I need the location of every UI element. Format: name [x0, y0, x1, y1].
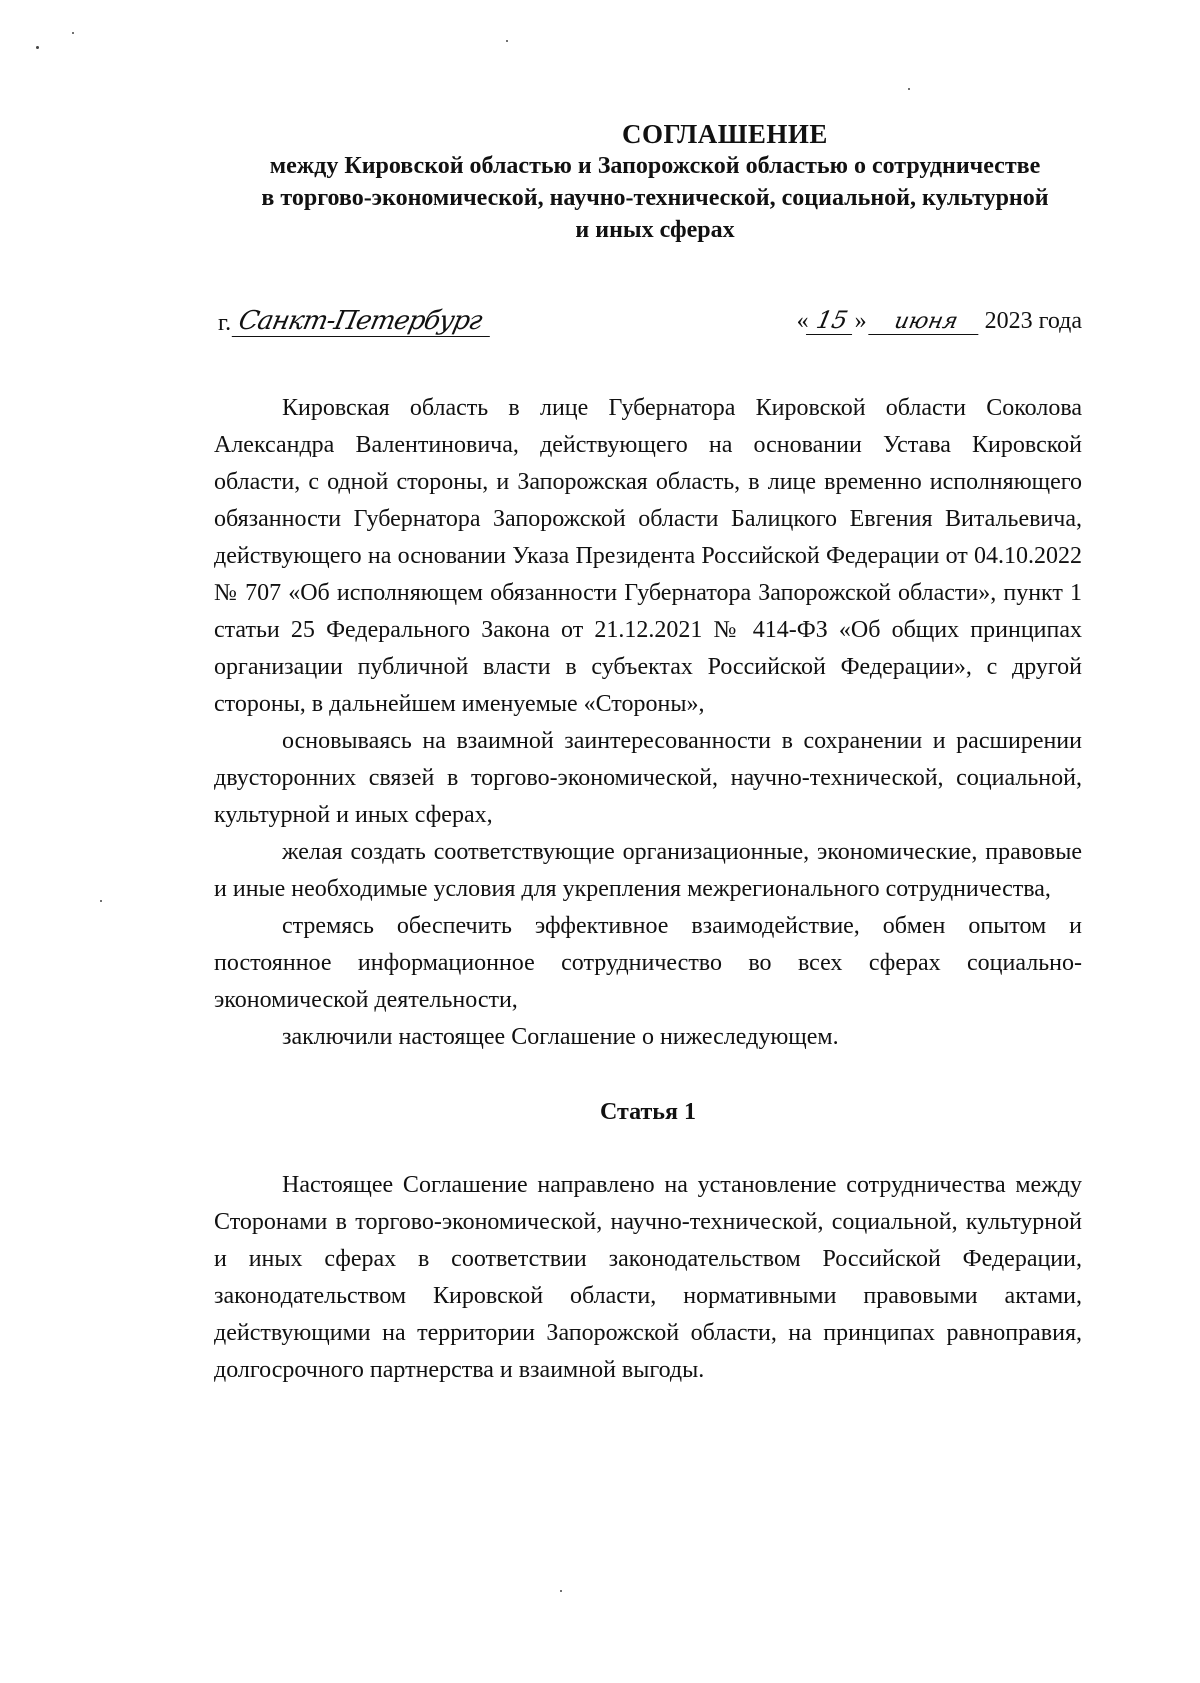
scan-speck — [908, 88, 910, 90]
handwritten-city: Санкт-Петербург — [232, 306, 497, 337]
document-subtitle-line-3: и иных сферах — [575, 217, 735, 243]
date-open-quote: « — [796, 308, 809, 334]
scan-speck — [560, 1590, 562, 1592]
handwritten-day: 15 — [805, 306, 857, 335]
preamble-paragraph: желая создать соответствующие организационные, экономические, правовые и иные необходимые условия для укрепления межрегионального сотрудничества, — [214, 839, 1082, 902]
document-body — [214, 390, 1082, 1389]
document-subtitle-line-2: в торгово-экономической, научно-технической, социальной, культурной — [261, 185, 1049, 211]
preamble-paragraph: основываясь на взаимной заинтересованности в сохранении и расширении двусторонних связей в торгово-экономической, научно-технической, социальной, культурной и иных сферах, — [214, 728, 1082, 828]
scan-speck — [72, 32, 74, 34]
document-subtitle-line-1: между Кировской областью и Запорожской областью о сотрудничестве — [269, 153, 1041, 179]
scan-speck — [36, 46, 39, 49]
article-1-title: Статья 1 — [600, 1099, 696, 1125]
city-prefix: г. — [218, 310, 232, 336]
preamble-paragraph: стремясь обеспечить эффективное взаимодействие, обмен опытом и постоянное информационное сотрудничество во всех сферах социально-экономической деятельности, — [214, 913, 1082, 1013]
place-and-date-line — [218, 298, 1082, 338]
document-header — [220, 118, 1090, 246]
preamble-paragraph: Кировская область в лице Губернатора Кировской области Соколова Александра Валентиновича, действующего на основании Устава Кировской области, с одной стороны, и Запорожская область, в лице временно исполняющего обязанности Губернатора Запорожской области Балицкого Евгения Витальевича, действующего на основании Указа Президента Российской Федерации от 04.10.2022 № 707 «Об исполняющем обязанности Губернатора Запорожской области», пункт 1 статьи 25 Федерального Закона от 21.12.2021 № 414-ФЗ «Об общих принципах организации публичной власти в субъектах Российской Федерации», с другой стороны, в дальнейшем именуемые «Стороны», — [214, 395, 1082, 717]
document-title: СОГЛАШЕНИЕ — [622, 119, 828, 149]
date-close-quote: » — [854, 308, 867, 334]
article-1-text: Настоящее Соглашение направлено на установление сотрудничества между Сторонами в торгово-экономической, научно-технической, социальной, культурной и иных сферах в соответствии законодательством Российской Федерации, законодательством Кировской области, нормативными правовыми актами, действующими на территории Запорожской области, на принципах равноправия, долгосрочного партнерства и взаимной выгоды. — [214, 1172, 1082, 1383]
date-year: 2023 года — [984, 308, 1082, 334]
preamble-paragraph: заключили настоящее Соглашение о нижеследующем. — [282, 1024, 839, 1050]
signing-date — [797, 306, 1082, 335]
signing-place — [218, 306, 493, 337]
scan-speck — [506, 40, 508, 42]
handwritten-month: июня — [868, 309, 984, 335]
scan-speck — [100, 900, 102, 902]
